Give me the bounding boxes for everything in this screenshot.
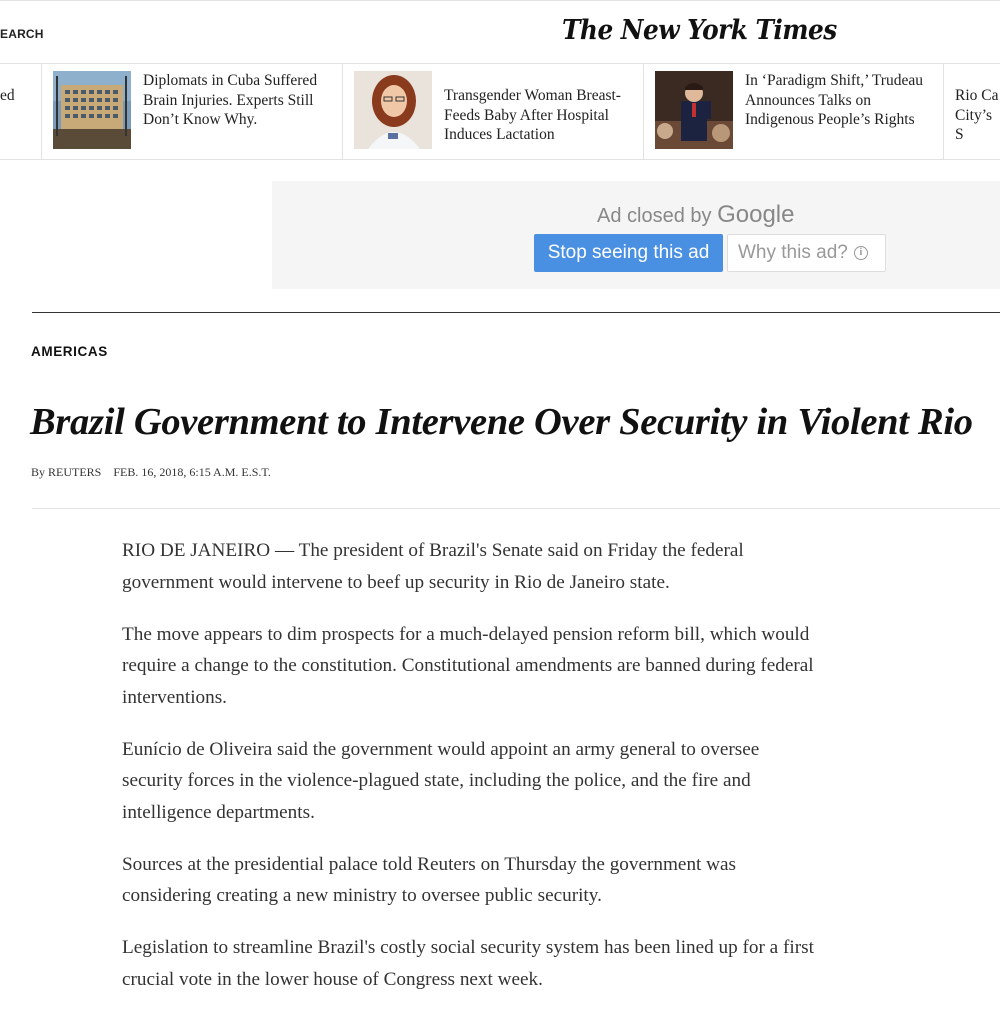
story-paragraph: RIO DE JANEIRO — The president of Brazil's Senate said on Friday the federal government would intervene to beef up security in Rio de Janeiro state.	[122, 540, 744, 593]
stop-seeing-ad-button[interactable]: Stop seeing this ad	[534, 234, 723, 272]
why-this-ad-label: Why this ad?	[738, 242, 848, 263]
story-paragraph: Sources at the presidential palace told Reuters on Thursday the government was considering creating a new ministry to oversee public security.	[122, 853, 736, 906]
trending-headline: ed	[0, 87, 15, 104]
top-header	[0, 0, 1000, 62]
info-icon: i	[854, 246, 868, 260]
byline	[31, 465, 271, 480]
section-label[interactable]: AMERICAS	[31, 344, 108, 359]
byline-author[interactable]: REUTERS	[48, 465, 102, 479]
byline-separator	[32, 508, 1000, 509]
story-body	[122, 535, 822, 1016]
ad-closed-panel	[272, 181, 1000, 289]
trending-item[interactable]	[644, 64, 943, 159]
dateline: FEB. 16, 2018, 6:15 A.M. E.S.T.	[113, 465, 271, 479]
story-paragraph: The move appears to dim prospects for a much-delayed pension reform bill, which would require a change to the constitution. Constitutional amendments are banned during federal interventions.	[122, 623, 814, 708]
trending-item[interactable]	[0, 64, 41, 159]
google-logo: Google	[717, 201, 795, 228]
why-this-ad-button[interactable]	[727, 234, 886, 272]
trending-item[interactable]	[42, 64, 342, 159]
story-paragraph: Eunício de Oliveira said the government would appoint an army general to oversee security forces in the violence-plagued state, including the police, and the fire and intelligence departments.	[122, 738, 760, 823]
masthead-logo[interactable]: The New York Times	[562, 15, 837, 46]
woman-portrait-thumbnail[interactable]	[354, 71, 432, 149]
trending-item[interactable]	[944, 64, 1000, 159]
trending-strip	[0, 63, 1000, 160]
byline-prefix: By	[31, 465, 46, 479]
search-button[interactable]: EARCH	[0, 27, 44, 41]
ad-closed-label	[597, 201, 794, 229]
trudeau-speaking-thumbnail[interactable]	[655, 71, 733, 149]
story-paragraph: Legislation to streamline Brazil's costly social security system has been lined up for a first crucial vote in the lower house of Congress next week.	[122, 937, 814, 990]
trending-headline: Diplomats in Cuba Suffered Brain Injuries. Experts Still Don’t Know Why.	[143, 72, 318, 128]
section-rule	[32, 312, 1000, 313]
ad-closed-prefix: Ad closed by	[597, 205, 712, 227]
embassy-building-thumbnail[interactable]	[53, 71, 131, 149]
trending-headline: Rio Ca City’s S	[955, 87, 999, 143]
trending-headline: Transgender Woman Breast-Feeds Baby After Hospital Induces Lactation	[444, 87, 621, 143]
trending-headline: In ‘Paradigm Shift,’ Trudeau Announces Talks on Indigenous People’s Rights	[745, 72, 923, 128]
trending-item[interactable]	[343, 64, 643, 159]
article-headline: Brazil Government to Intervene Over Security in Violent Rio	[30, 401, 973, 443]
